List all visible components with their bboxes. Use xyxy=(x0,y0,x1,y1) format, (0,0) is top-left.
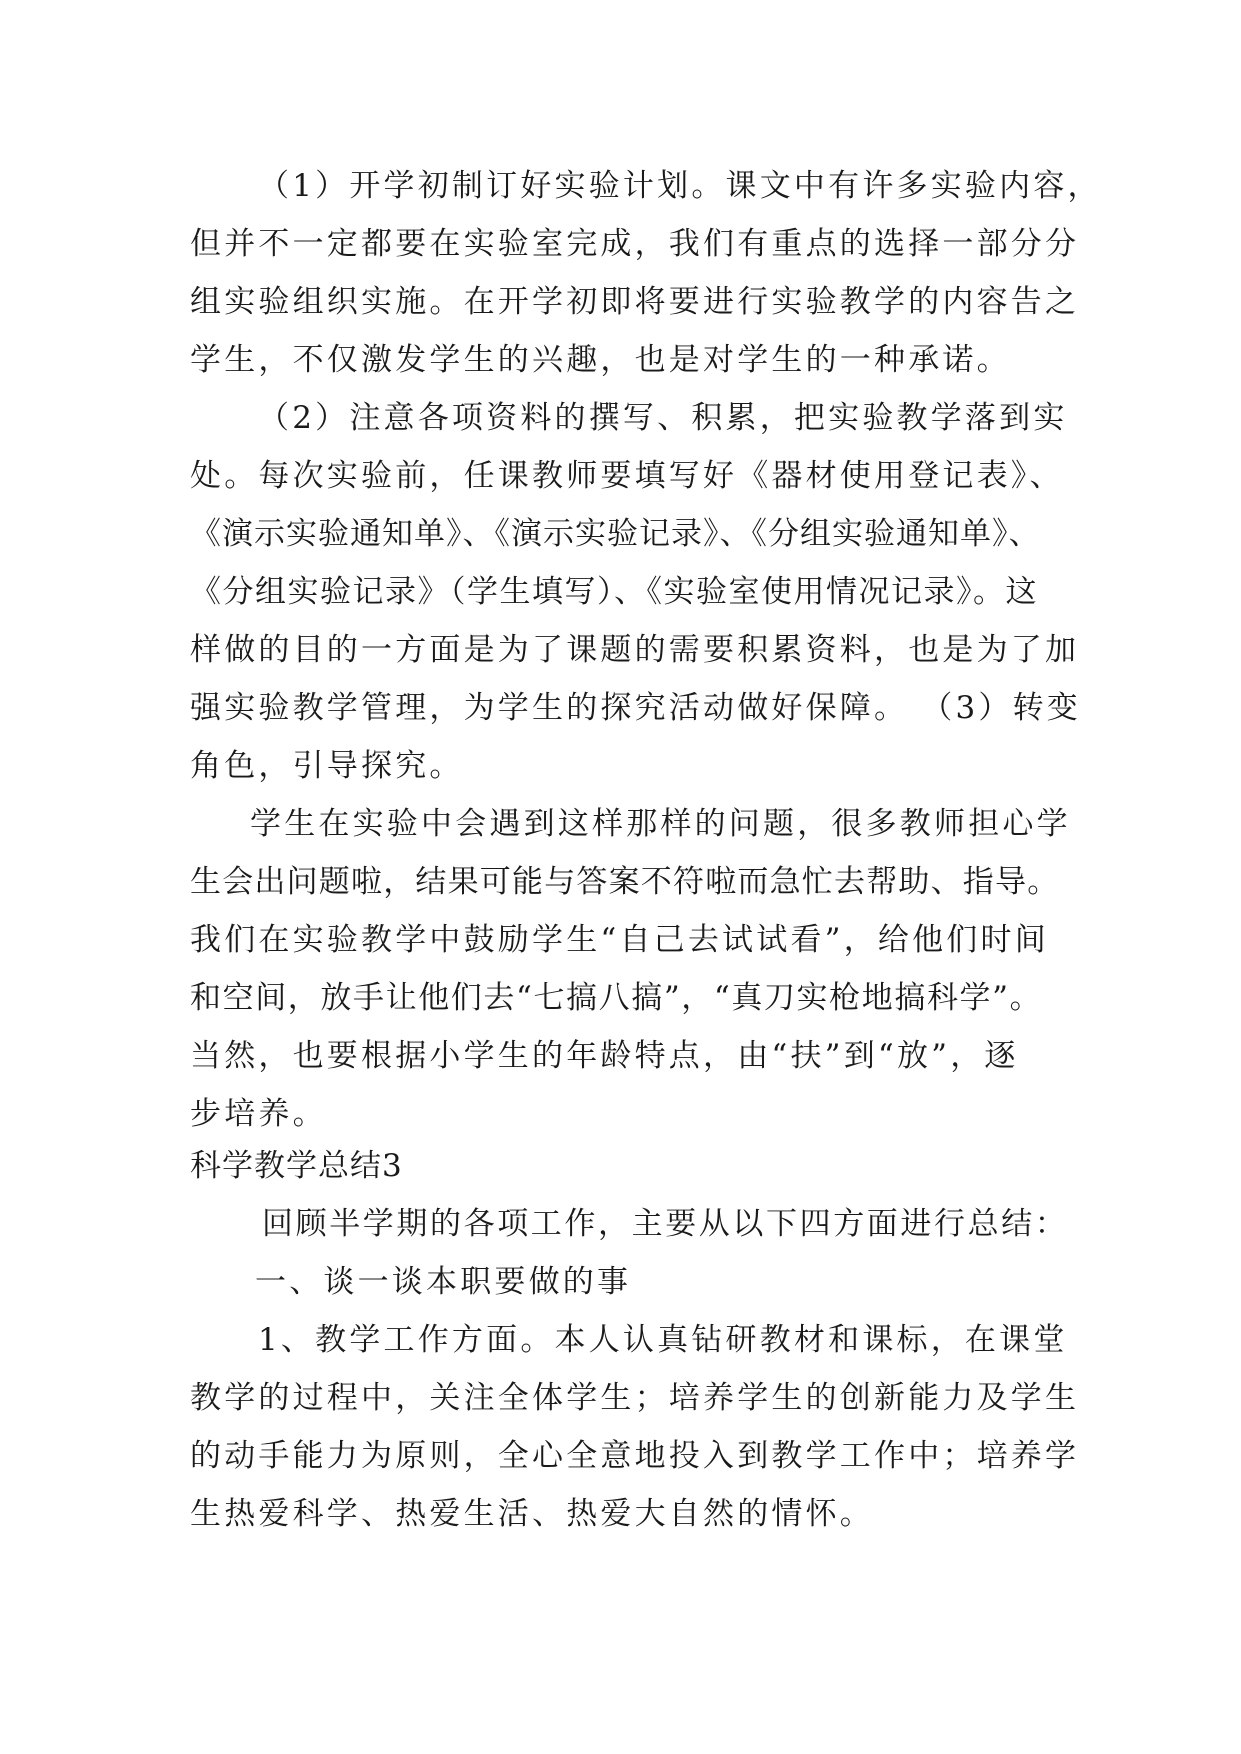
paragraph-line: 样做的目的一方面是为了课题的需要积累资料，也是为了加 xyxy=(190,632,1080,668)
paragraph-line: 生热爱科学、热爱生活、热爱大自然的情怀。 xyxy=(190,1496,874,1532)
paragraph-line: 教学的过程中，关注全体学生；培养学生的创新能力及学生 xyxy=(190,1380,1080,1416)
paragraph-line: 生会出问题啦，结果可能与答案不符啦而急忙去帮助、指导。 xyxy=(190,864,1060,900)
paragraph-line: 学生在实验中会遇到这样那样的问题，很多教师担心学 xyxy=(250,806,1071,842)
paragraph-line: 我们在实验教学中鼓励学生“自己去试试看”，给他们时间 xyxy=(190,922,1049,958)
paragraph-line: 回顾半学期的各项工作，主要从以下四方面进行总结： xyxy=(262,1206,1069,1242)
paragraph-line: 强实验教学管理，为学生的探究活动做好保障。 （3）转变 xyxy=(190,690,1081,726)
paragraph-line: 《分组实验记录》（学生填写）、《实验室使用情况记录》。这 xyxy=(190,574,1038,610)
paragraph-line: 角色，引导探究。 xyxy=(190,748,464,784)
paragraph-line: 处。每次实验前，任课教师要填写好《器材使用登记表》、 xyxy=(190,458,1064,494)
paragraph-line: （2）注意各项资料的撰写、积累，把实验教学落到实 xyxy=(258,400,1068,436)
paragraph-line: 但并不一定都要在实验室完成，我们有重点的选择一部分分 xyxy=(190,226,1080,262)
paragraph-line: 步培养。 xyxy=(190,1096,327,1132)
paragraph-line: （1）开学初制订好实验计划。课文中有许多实验内容， xyxy=(258,168,1102,204)
section-heading: 科学教学总结3 xyxy=(190,1148,403,1184)
paragraph-line: 学生，不仅激发学生的兴趣，也是对学生的一种承诺。 xyxy=(190,342,1011,378)
paragraph-line: 1、教学工作方面。本人认真钻研教材和课标，在课堂 xyxy=(258,1322,1068,1358)
subheading: 一、谈一谈本职要做的事 xyxy=(255,1264,632,1300)
paragraph-line: 的动手能力为原则，全心全意地投入到教学工作中；培养学 xyxy=(190,1438,1080,1474)
paragraph-line: 《演示实验通知单》、《演示实验记录》、《分组实验通知单》、 xyxy=(190,516,1041,552)
paragraph-line: 当然，也要根据小学生的年龄特点，由“扶”到“放”，逐 xyxy=(190,1038,1019,1074)
paragraph-line: 和空间，放手让他们去“七搞八搞”，“真刀实枪地搞科学”。 xyxy=(190,980,1043,1016)
paragraph-line: 组实验组织实施。在开学初即将要进行实验教学的内容告之 xyxy=(190,284,1080,320)
